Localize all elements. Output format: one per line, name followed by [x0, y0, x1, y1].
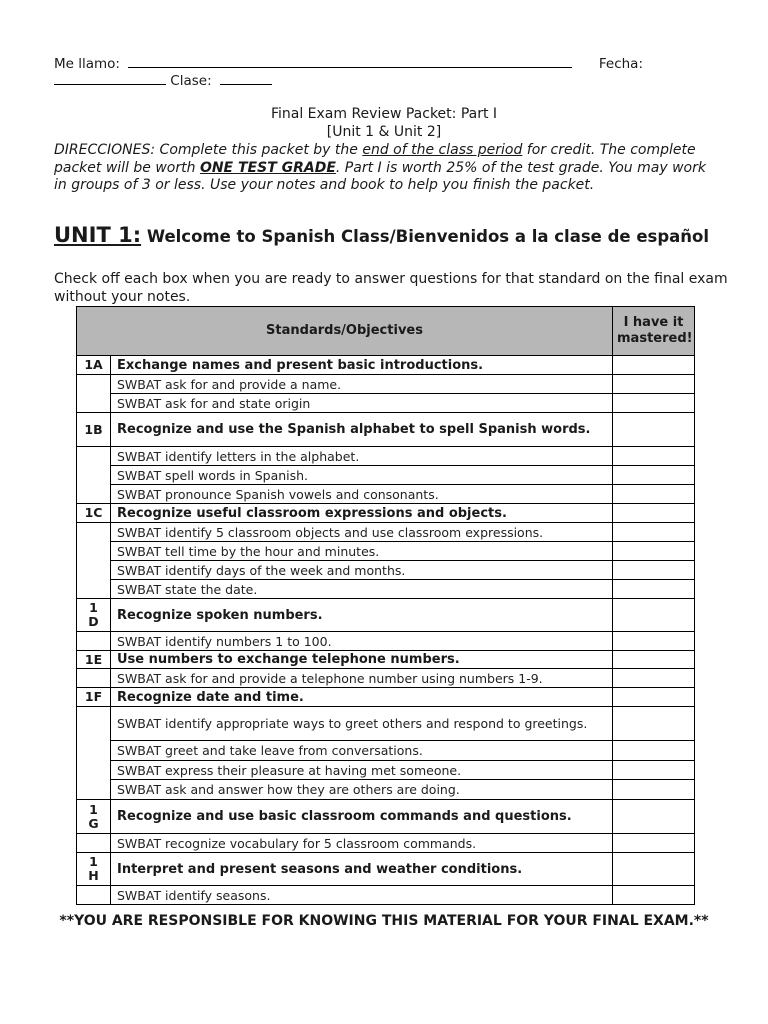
mastered-checkbox-cell[interactable]: [613, 651, 695, 669]
mastered-checkbox-cell[interactable]: [613, 780, 695, 800]
mastered-checkbox-cell[interactable]: [613, 741, 695, 761]
standard-text: Recognize date and time.: [111, 688, 613, 707]
directions-text: [54, 142, 722, 195]
directions-part-1: DIRECCIONES: Complete this packet by the: [54, 142, 363, 158]
code-spacer-cell: [77, 523, 111, 599]
mastered-checkbox-cell[interactable]: [613, 800, 695, 834]
objective-row: [77, 375, 695, 394]
standard-row: [77, 688, 695, 707]
standard-code: 1E: [77, 651, 111, 669]
mastered-checkbox-cell[interactable]: [613, 466, 695, 485]
objective-row: [77, 466, 695, 485]
objective-row: [77, 834, 695, 853]
standard-code: 1G: [77, 800, 111, 834]
standard-text: Recognize and use the Spanish alphabet to spell Spanish words.: [111, 413, 613, 447]
objective-text: SWBAT spell words in Spanish.: [111, 466, 613, 485]
header-row-1: [54, 55, 643, 72]
objective-text: SWBAT ask for and state origin: [111, 394, 613, 413]
objective-row: [77, 447, 695, 466]
code-spacer-cell: [77, 669, 111, 688]
objective-text: SWBAT identify letters in the alphabet.: [111, 447, 613, 466]
mastered-checkbox-cell[interactable]: [613, 886, 695, 905]
table-header-row: [77, 307, 695, 356]
mastered-checkbox-cell[interactable]: [613, 707, 695, 741]
unit-instructions: Check off each box when you are ready to answer questions for that standard on the final exam without your notes.: [54, 271, 728, 305]
objective-row: [77, 523, 695, 542]
standard-text: Recognize spoken numbers.: [111, 599, 613, 632]
unit-subtitle: Welcome to Spanish Class/Bienvenidos a la clase de español: [141, 227, 710, 246]
mastered-checkbox-cell[interactable]: [613, 669, 695, 688]
standard-code: 1C: [77, 504, 111, 523]
name-blank[interactable]: [128, 55, 572, 68]
objective-row: [77, 886, 695, 905]
standard-text: Recognize useful classroom expressions and objects.: [111, 504, 613, 523]
code-spacer-cell: [77, 707, 111, 800]
class-label: Clase:: [170, 73, 212, 89]
objective-row: [77, 394, 695, 413]
header-row-2: [54, 72, 272, 89]
table-body: [77, 356, 695, 905]
standard-code: 1A: [77, 356, 111, 375]
footer-note: **YOU ARE RESPONSIBLE FOR KNOWING THIS MATERIAL FOR YOUR FINAL EXAM.**: [59, 913, 709, 929]
objective-text: SWBAT ask and answer how they are others are doing.: [111, 780, 613, 800]
mastered-checkbox-cell[interactable]: [613, 375, 695, 394]
objective-row: [77, 561, 695, 580]
mastered-checkbox-cell[interactable]: [613, 447, 695, 466]
objective-text: SWBAT greet and take leave from conversations.: [111, 741, 613, 761]
mastered-checkbox-cell[interactable]: [613, 561, 695, 580]
objective-text: SWBAT ask for and provide a telephone number using numbers 1-9.: [111, 669, 613, 688]
mastered-checkbox-cell[interactable]: [613, 834, 695, 853]
mastered-checkbox-cell[interactable]: [613, 394, 695, 413]
packet-subtitle: [Unit 1 & Unit 2]: [326, 124, 442, 140]
standard-text: Interpret and present seasons and weather conditions.: [111, 853, 613, 886]
standard-code: 1D: [77, 599, 111, 632]
code-spacer-cell: [77, 632, 111, 651]
code-spacer-cell: [77, 834, 111, 853]
mastered-checkbox-cell[interactable]: [613, 542, 695, 561]
objective-text: SWBAT recognize vocabulary for 5 classroom commands.: [111, 834, 613, 853]
unit-heading: [54, 224, 734, 248]
standard-row: [77, 413, 695, 447]
name-label: Me llamo:: [54, 56, 120, 72]
standards-table: [76, 306, 695, 905]
directions-part-3: . Part I is worth 25% of the test grade. You may work in groups of 3 or less. Use your notes and book to help you finish the packet.: [54, 159, 706, 194]
date-label: Fecha:: [598, 56, 644, 72]
objective-row: [77, 669, 695, 688]
directions-part-2: for credit. The complete packet will be worth: [54, 142, 696, 176]
standard-row: [77, 800, 695, 834]
code-spacer-cell: [77, 886, 111, 905]
standard-row: [77, 599, 695, 632]
class-blank[interactable]: [220, 72, 272, 85]
directions-emphasis: ONE TEST GRADE: [199, 159, 336, 176]
mastered-checkbox-cell[interactable]: [613, 688, 695, 707]
col-standards: Standards/Objectives: [77, 307, 613, 356]
mastered-checkbox-cell[interactable]: [613, 632, 695, 651]
standard-code: 1H: [77, 853, 111, 886]
objective-text: SWBAT identify days of the week and months.: [111, 561, 613, 580]
objective-row: [77, 780, 695, 800]
standard-row: [77, 356, 695, 375]
code-spacer-cell: [77, 375, 111, 413]
objective-text: SWBAT identify numbers 1 to 100.: [111, 632, 613, 651]
standard-code: 1F: [77, 688, 111, 707]
mastered-checkbox-cell[interactable]: [613, 523, 695, 542]
objective-text: SWBAT state the date.: [111, 580, 613, 599]
mastered-checkbox-cell[interactable]: [613, 413, 695, 447]
standard-text: Recognize and use basic classroom commands and questions.: [111, 800, 613, 834]
objective-row: [77, 542, 695, 561]
standard-code: 1B: [77, 413, 111, 447]
mastered-checkbox-cell[interactable]: [613, 599, 695, 632]
mastered-checkbox-cell[interactable]: [613, 485, 695, 504]
standard-text: Exchange names and present basic introductions.: [111, 356, 613, 375]
objective-text: SWBAT identify seasons.: [111, 886, 613, 905]
standard-row: [77, 651, 695, 669]
objective-text: SWBAT tell time by the hour and minutes.: [111, 542, 613, 561]
standard-row: [77, 504, 695, 523]
objective-text: SWBAT pronounce Spanish vowels and consonants.: [111, 485, 613, 504]
objective-text: SWBAT identify appropriate ways to greet others and respond to greetings.: [111, 707, 613, 741]
standard-text: Use numbers to exchange telephone numbers.: [111, 651, 613, 669]
packet-title: Final Exam Review Packet: Part I: [270, 106, 498, 122]
objective-text: SWBAT ask for and provide a name.: [111, 375, 613, 394]
objective-row: [77, 632, 695, 651]
mastered-checkbox-cell[interactable]: [613, 761, 695, 780]
standard-row: [77, 853, 695, 886]
date-blank[interactable]: [54, 72, 166, 85]
mastered-checkbox-cell[interactable]: [613, 580, 695, 599]
objective-text: SWBAT identify 5 classroom objects and use classroom expressions.: [111, 523, 613, 542]
directions-underlined: end of the class period: [362, 142, 523, 158]
mastered-checkbox-cell[interactable]: [613, 853, 695, 886]
objective-row: [77, 761, 695, 780]
objective-row: [77, 707, 695, 741]
col-mastered: I have it mastered!: [613, 307, 695, 356]
unit-label: UNIT 1:: [54, 223, 142, 247]
mastered-checkbox-cell[interactable]: [613, 356, 695, 375]
objective-row: [77, 485, 695, 504]
objective-row: [77, 580, 695, 599]
objective-row: [77, 741, 695, 761]
objective-text: SWBAT express their pleasure at having met someone.: [111, 761, 613, 780]
code-spacer-cell: [77, 447, 111, 504]
mastered-checkbox-cell[interactable]: [613, 504, 695, 523]
